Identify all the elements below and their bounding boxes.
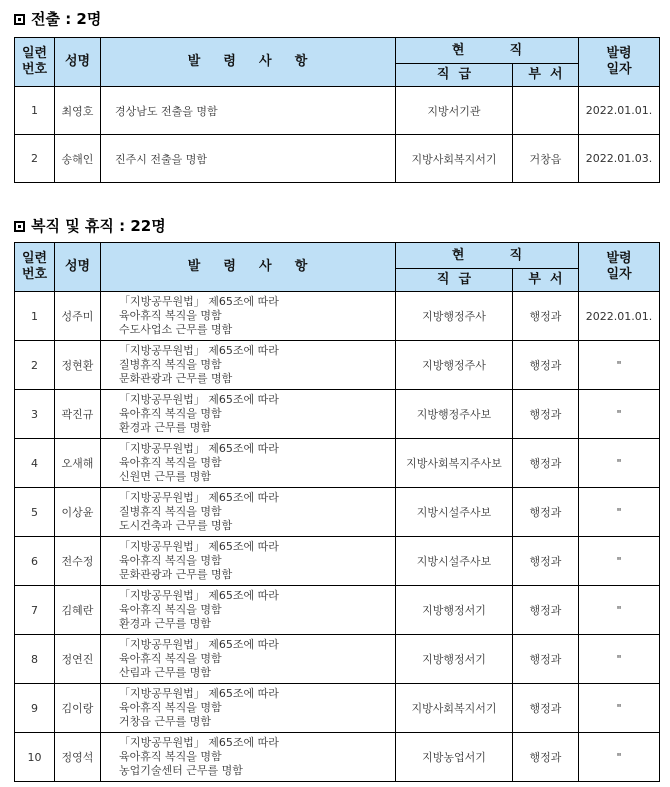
- department: 거창읍: [513, 135, 579, 183]
- position-grade: 지방행정주사보: [396, 390, 513, 439]
- employee-name: 정영석: [55, 733, 101, 782]
- department: 행정과: [513, 586, 579, 635]
- appointment-date: ": [579, 390, 660, 439]
- appointment-line: 「지방공무원법」 제65조에 따라: [119, 491, 279, 504]
- square-bullet-icon: [14, 221, 25, 232]
- header-name: 성명: [55, 243, 101, 292]
- department: [513, 87, 579, 135]
- appointment-content: [101, 635, 396, 684]
- position-grade: 지방사회복지서기: [396, 684, 513, 733]
- appointment-content: [101, 488, 396, 537]
- appointment-content: 진주시 전출을 명함: [101, 135, 396, 183]
- header-dept: 부 서: [513, 269, 579, 292]
- transfer-table: [14, 37, 660, 183]
- header-dept: 부 서: [513, 64, 579, 87]
- appointment-date: 2022.01.03.: [579, 135, 660, 183]
- appointment-line: 육아휴직 복직을 명함: [119, 603, 222, 616]
- row-number: 9: [15, 684, 55, 733]
- appointment-date: ": [579, 586, 660, 635]
- position-grade: 지방농업서기: [396, 733, 513, 782]
- appointment-line: 수도사업소 근무를 명함: [119, 323, 233, 336]
- table-row: [15, 87, 660, 135]
- appointment-date: ": [579, 733, 660, 782]
- appointment-date: ": [579, 341, 660, 390]
- appointment-line: 산림과 근무를 명함: [119, 666, 212, 679]
- appointment-line: 도시건축과 근무를 명함: [119, 519, 233, 532]
- appointment-line: 질병휴직 복직을 명함: [119, 505, 222, 518]
- header-date: 발령 일자: [579, 243, 660, 292]
- position-grade: 지방사회복지서기: [396, 135, 513, 183]
- employee-name: 최영호: [55, 87, 101, 135]
- appointment-line: 육아휴직 복직을 명함: [119, 407, 222, 420]
- header-no: 일련 번호: [15, 243, 55, 292]
- appointment-content: [101, 341, 396, 390]
- header-current: 현 직: [396, 243, 579, 269]
- appointment-line: 육아휴직 복직을 명함: [119, 652, 222, 665]
- appointment-date: ": [579, 488, 660, 537]
- department: 행정과: [513, 488, 579, 537]
- row-number: 3: [15, 390, 55, 439]
- position-grade: 지방시설주사보: [396, 488, 513, 537]
- department: 행정과: [513, 390, 579, 439]
- row-number: 7: [15, 586, 55, 635]
- appointment-line: 「지방공무원법」 제65조에 따라: [119, 736, 279, 749]
- employee-name: 김혜란: [55, 586, 101, 635]
- appointment-content: [101, 684, 396, 733]
- header-date: 발령 일자: [579, 38, 660, 87]
- appointment-date: 2022.01.01.: [579, 87, 660, 135]
- appointment-content: 경상남도 전출을 명함: [101, 87, 396, 135]
- table-row: [15, 341, 660, 390]
- appointment-content: [101, 292, 396, 341]
- department: 행정과: [513, 439, 579, 488]
- appointment-line: 「지방공무원법」 제65조에 따라: [119, 442, 279, 455]
- row-number: 5: [15, 488, 55, 537]
- position-grade: 지방행정주사: [396, 341, 513, 390]
- appointment-date: ": [579, 684, 660, 733]
- employee-name: 성주미: [55, 292, 101, 341]
- employee-name: 이상윤: [55, 488, 101, 537]
- row-number: 8: [15, 635, 55, 684]
- section-title-reinstatement: 복직 및 휴직 : 22명: [14, 215, 166, 236]
- table-row: [15, 439, 660, 488]
- square-bullet-icon: [14, 14, 25, 25]
- header-name: 성명: [55, 38, 101, 87]
- appointment-line: 환경과 근무를 명함: [119, 617, 212, 630]
- row-number: 1: [15, 292, 55, 341]
- header-current: 현 직: [396, 38, 579, 64]
- header-grade: 직 급: [396, 64, 513, 87]
- appointment-line: 「지방공무원법」 제65조에 따라: [119, 638, 279, 651]
- appointment-line: 육아휴직 복직을 명함: [119, 456, 222, 469]
- appointment-date: 2022.01.01.: [579, 292, 660, 341]
- table-row: [15, 135, 660, 183]
- employee-name: 김이랑: [55, 684, 101, 733]
- appointment-line: 환경과 근무를 명함: [119, 421, 212, 434]
- appointment-line: 거창읍 근무를 명함: [119, 715, 212, 728]
- table-row: [15, 586, 660, 635]
- appointment-line: 「지방공무원법」 제65조에 따라: [119, 344, 279, 357]
- table-row: [15, 684, 660, 733]
- header-content: 발 령 사 항: [101, 243, 396, 292]
- header-no: 일련 번호: [15, 38, 55, 87]
- appointment-line: 육아휴직 복직을 명함: [119, 309, 222, 322]
- appointment-line: 농업기술센터 근무를 명함: [119, 764, 243, 777]
- appointment-line: 문화관광과 근무를 명함: [119, 372, 233, 385]
- appointment-line: 「지방공무원법」 제65조에 따라: [119, 687, 279, 700]
- appointment-content: [101, 390, 396, 439]
- appointment-line: 「지방공무원법」 제65조에 따라: [119, 393, 279, 406]
- appointment-content: [101, 586, 396, 635]
- position-grade: 지방행정서기: [396, 586, 513, 635]
- appointment-line: 육아휴직 복직을 명함: [119, 554, 222, 567]
- appointment-line: 질병휴직 복직을 명함: [119, 358, 222, 371]
- table-row: [15, 733, 660, 782]
- row-number: 2: [15, 341, 55, 390]
- table-row: [15, 635, 660, 684]
- table-row: [15, 390, 660, 439]
- appointment-content: [101, 733, 396, 782]
- employee-name: 전수정: [55, 537, 101, 586]
- position-grade: 지방시설주사보: [396, 537, 513, 586]
- row-number: 4: [15, 439, 55, 488]
- appointment-line: 육아휴직 복직을 명함: [119, 750, 222, 763]
- appointment-line: 「지방공무원법」 제65조에 따라: [119, 540, 279, 553]
- header-grade: 직 급: [396, 269, 513, 292]
- table-row: [15, 292, 660, 341]
- row-number: 10: [15, 733, 55, 782]
- department: 행정과: [513, 684, 579, 733]
- row-number: 6: [15, 537, 55, 586]
- department: 행정과: [513, 733, 579, 782]
- appointment-date: ": [579, 439, 660, 488]
- employee-name: 정연진: [55, 635, 101, 684]
- appointment-line: 문화관광과 근무를 명함: [119, 568, 233, 581]
- table-row: [15, 488, 660, 537]
- appointment-line: 신원면 근무를 명함: [119, 470, 212, 483]
- header-content: 발 령 사 항: [101, 38, 396, 87]
- position-grade: 지방행정주사: [396, 292, 513, 341]
- department: 행정과: [513, 341, 579, 390]
- department: 행정과: [513, 537, 579, 586]
- appointment-date: ": [579, 537, 660, 586]
- position-grade: 지방행정서기: [396, 635, 513, 684]
- row-number: 2: [15, 135, 55, 183]
- employee-name: 송해인: [55, 135, 101, 183]
- employee-name: 정현환: [55, 341, 101, 390]
- reinstatement-table: [14, 242, 660, 782]
- appointment-date: ": [579, 635, 660, 684]
- section-title-transfer: 전출 : 2명: [14, 8, 101, 29]
- row-number: 1: [15, 87, 55, 135]
- department: 행정과: [513, 635, 579, 684]
- appointment-line: 「지방공무원법」 제65조에 따라: [119, 589, 279, 602]
- position-grade: 지방서기관: [396, 87, 513, 135]
- appointment-line: 「지방공무원법」 제65조에 따라: [119, 295, 279, 308]
- employee-name: 오새해: [55, 439, 101, 488]
- appointment-line: 육아휴직 복직을 명함: [119, 701, 222, 714]
- position-grade: 지방사회복지주사보: [396, 439, 513, 488]
- department: 행정과: [513, 292, 579, 341]
- employee-name: 곽진규: [55, 390, 101, 439]
- appointment-content: [101, 439, 396, 488]
- appointment-content: [101, 537, 396, 586]
- table-row: [15, 537, 660, 586]
